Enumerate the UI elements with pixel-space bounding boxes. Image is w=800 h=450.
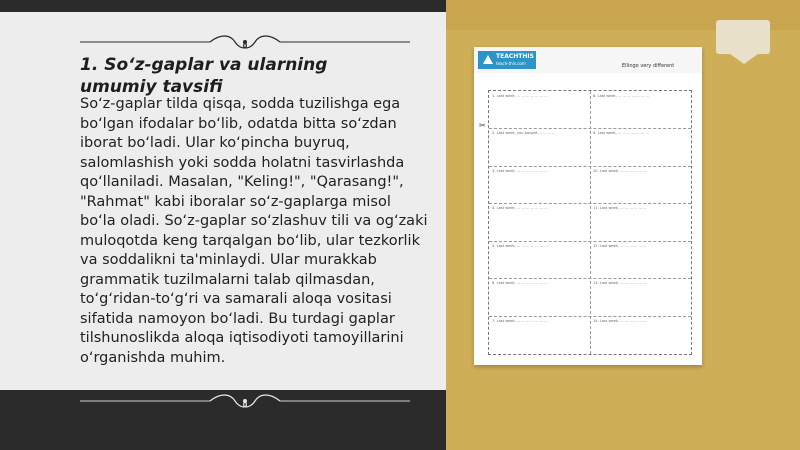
cell-text: 11. Last week, ... ... ... ... ... ... (593, 206, 647, 210)
worksheet-cell (590, 91, 690, 127)
worksheet-cell (489, 128, 589, 164)
cell-text: 5. Last week, ... ... ... ... ... ... ... (492, 244, 548, 248)
cell-text: 14. Last week, ... ... ... ... ... ... (593, 319, 647, 323)
worksheet-cell (489, 91, 589, 127)
worksheet-cell (590, 316, 690, 352)
cell-text: 10. Last week, ... ... ... ... ... ... (593, 169, 647, 173)
worksheet-grid (488, 90, 692, 355)
cell-text: 4. Last week, ... ... ... ... ... ... ... (492, 206, 548, 210)
cell-text: 2. Last week, you bought ... ... ... ... (492, 131, 556, 135)
cell-text: 8. Last week, ... ... ... ... ... ... ... (593, 94, 649, 98)
cell-text: 12. Last week, ... ... ... ... ... ... (593, 244, 647, 248)
slide-title: 1. So‘z-gaplar va ularning umumiy tavsifi (80, 55, 328, 97)
worksheet-cell (590, 203, 690, 239)
worksheet-cell (489, 316, 589, 352)
worksheet-cell (489, 203, 589, 239)
worksheet-title: Ellingo very different (622, 63, 675, 69)
top-ornament-icon (80, 33, 410, 51)
top-dark-band (0, 0, 446, 12)
logo-triangle-icon (483, 55, 493, 64)
cell-text: 3. Last week, ... ... ... ... ... ... ... (492, 169, 548, 173)
worksheet-cell (489, 166, 589, 202)
worksheet-cell (590, 241, 690, 277)
cell-text: 7. Last week, ... ... ... ... ... ... ... (492, 319, 548, 323)
worksheet-header (474, 47, 702, 73)
cell-text: 1. Last week, ... ... ... ... ... ... ... (492, 94, 548, 98)
worksheet-cell (590, 128, 690, 164)
worksheet-cell (590, 278, 690, 314)
slide-body-text: So‘z-gaplar tilda qisqa, sodda tuzilishga ega bo‘lgan ifodalar bo‘lib, odatda bitta so‘zdan iborat bo‘ladi. Ular ko‘pincha buyruq, salomlashish yoki sodda holatni tasvirlashda qo‘llaniladi. Masalan, "Keling!", "Qarasang!", "Rahmat" kabi iboralar so‘z-gaplarga misol bo‘la oladi. So‘z-gaplar so‘zlashuv tili va og‘zaki muloqotda keng tarqalgan bo‘lib, ular tezkorlik va soddalikni ta'minlaydi. Ular murakkab grammatik tuzilmalarni talab qilmasdan, to‘g‘ridan-to‘g‘ri va samarali aloqa vositasi sifatida namoyon bo‘ladi. Bu turdagi gaplar tilshunoslikda aloqa iqtisodiyoti tamoyillarini o‘rganishda muhim. (80, 96, 428, 366)
cell-text: 9. Last week, ... ... ... ... ... ... ... (593, 131, 649, 135)
cell-text: 13. Last week, ... ... ... ... ... ... (593, 281, 647, 285)
cell-text: 6. Last week, ... ... ... ... ... ... ... (492, 281, 548, 285)
bottom-ornament-icon (80, 392, 410, 410)
bookmark-tab (716, 20, 770, 54)
worksheet-cell (489, 241, 589, 277)
logo-brand: TEACHTHIS (496, 53, 534, 60)
worksheet-cell (489, 278, 589, 314)
teachthis-logo (478, 51, 536, 69)
worksheet-cell (590, 166, 690, 202)
worksheet-image (474, 47, 702, 365)
scissors-icon: ✂ (479, 121, 486, 130)
logo-sub: teach-this.com (496, 61, 526, 66)
